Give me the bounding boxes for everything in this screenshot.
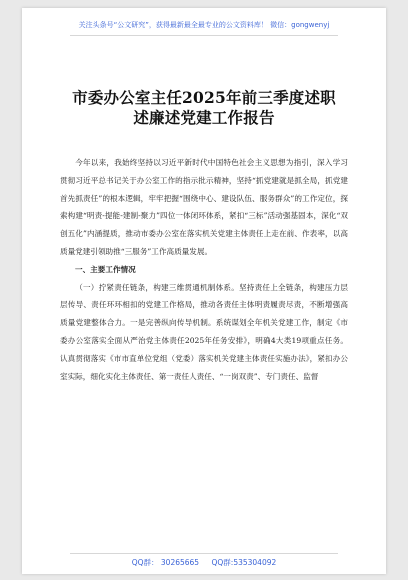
- document-body: [60, 154, 348, 385]
- document-title: [22, 88, 386, 128]
- section-paragraph: （一）拧紧责任链条，构建三维贯通机制体系。坚持责任上全链条，构建压力层层传导、责任环环相扣的党建工作格局，推动各责任主体明责履责尽责，不断增强高质量党建整体合力。一是完善纵向传导机制。系统谋划全年机关党建工作，制定《市委办公室落实全面从严治党主体责任2025年任务安排》，明确4大类19项重点任务。认真贯彻落实《市市直单位党组（党委）落实机关党建主体责任实施办法》，紧扣办公室实际，细化实化主体责任、第一责任人责任、“一岗双责”、专门责任、监督: [60, 282, 348, 381]
- footer-qq-2: QQ群:535304092: [211, 558, 277, 567]
- footer-divider: [70, 553, 338, 554]
- footer-qq-1: QQ群： 30265665: [131, 558, 200, 567]
- header-divider: [70, 35, 338, 36]
- intro-paragraph: 今年以来，我始终坚持以习近平新时代中国特色社会主义思想为指引，深入学习贯彻习近平总书记关于办公室工作的指示批示精神，坚持“抓党建就是抓全局，抓党建首先抓责任”的根本逻辑，牢牢把握“围绕中心、建设队伍、服务群众”的工作定位，探索构建“明责-提能-建制-聚力”四位一体闭环体系，紧扣“三标”活动强基固本，深化“双创五化”内涵提质，推动市委办公室在落实机关党建主体责任上走在前、作表率，以高质量党建引领助推“三服务”工作高质量发展。: [60, 158, 348, 256]
- title-line-2: 述廉述党建工作报告: [133, 108, 275, 127]
- title-line-1: 市委办公室主任2025年前三季度述职: [72, 88, 336, 107]
- header-banner: 关注头条号“公文研究”，获得最新最全最专业的公文资料库！ 微信：gongwenyj: [78, 21, 330, 29]
- document-page: [22, 8, 386, 574]
- section-heading: 一、主要工作情况: [75, 264, 136, 274]
- footer-contact: [22, 557, 386, 568]
